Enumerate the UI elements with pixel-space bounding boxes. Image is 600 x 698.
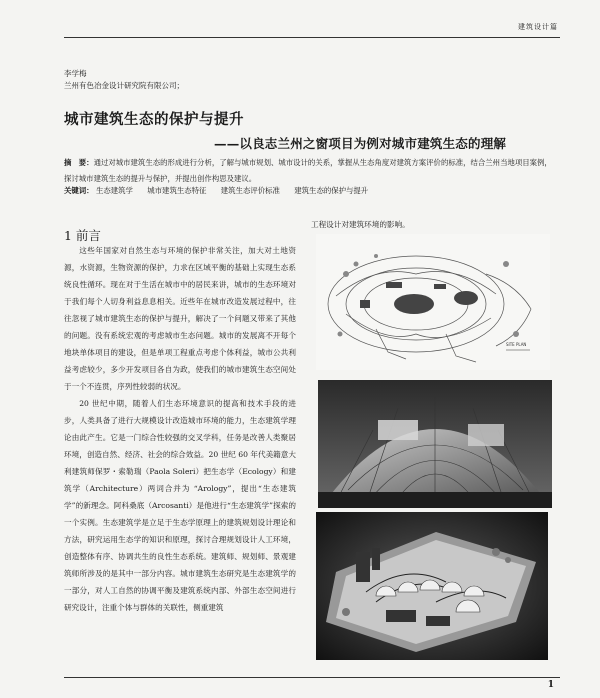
abstract-label: 摘 要： [64, 158, 94, 167]
footer-rule [64, 677, 560, 678]
keywords-label: 关键词： [64, 186, 94, 195]
keywords [64, 185, 554, 196]
section-heading: 1 前言 [64, 228, 101, 243]
body-paragraph: 这些年国家对自然生态与环境的保护非常关注，加大对土地资源，水资源，生物资源的保护，力求在区域平衡的基础上实现生态系统良性循环。现在对于生活在城市中的居民来讲，城市的生态环境对于我们每个人切身利益息息相关。近些年在城市改造发展过程中，往往忽视了城市建筑生态的保护与提升，解决了一个问题又带来了其他的问题。没有系统宏观的考虑城市生态问题。城市的发展离不开每个地块单体项目的建设，但是单项工程重点考虑个体利益，城市公共利益考虑较少，多少开发项目各自为政，使我们的城市建筑生态空间处于一个不连贯，序列性较弱的状况。 [64, 246, 296, 391]
article-subtitle: ——以良志兰州之窗项目为例对城市建筑生态的理解 [214, 136, 507, 151]
keyword: 建筑生态的保护与提升 [294, 186, 369, 195]
site-plan-figure [316, 234, 550, 370]
keyword: 城市建筑生态特征 [147, 186, 207, 195]
keyword: 建筑生态评价标准 [220, 186, 280, 195]
author-affiliation: 兰州有色冶金设计研究院有限公司； [64, 81, 184, 90]
header-rule [64, 37, 560, 38]
abstract [64, 155, 554, 187]
keyword: 生态建筑学 [95, 186, 133, 195]
dome-photo-figure [318, 380, 552, 508]
model-photo-figure [316, 512, 548, 660]
author-name: 李学梅 [64, 69, 87, 78]
abstract-text: 通过对城市建筑生态的形成进行分析，了解与城市规划、城市设计的关系，掌握从生态角度对建筑方案评价的标准，结合兰州当地项目案例，探讨城市建筑生态的提升与保护，并提出创作构思及建议。 [64, 158, 552, 183]
figure-caption: 工程设计对建筑环境的影响。 [311, 220, 410, 229]
body-paragraph: 20 世纪中期，随着人们生态环境意识的提高和技术手段的进步，人类具备了进行大规模设计改造城市环境的能力，生态建筑学理论由此产生。它是一门综合性较强的交叉学科，任务是改善人类聚居环境，创造自然、经济、社会的综合效益。20 世纪 60 年代美籍意大利建筑师保罗・索勒瑞（Paola Soleri）把生态学（Ecology）和建筑学（Architecture）两词合并为 “Arology”，提出“生态建筑学”的新理念。阿科桑底（Arcosanti）是他进行“生态建筑学”探索的一个实例。生态建筑学是立足于生态学原理上的建筑规划设计理论和方法，研究运用生态学的知识和原理，探讨合理规划设计人工环境，创造整体有序、协调共生的良性生态系统。建筑师、规划师、景观建筑师所涉及的是其中一部分内容。城市建筑生态研究是生态建筑学的一部分，对人工自然的协调平衡及建筑系统内部、外部生态空间进行研究设计，注重个体与群体的关联性，侧重建筑 [64, 399, 296, 612]
site-plan-label: SITE PLAN [506, 342, 527, 347]
journal-section-label: 建筑设计篇 [518, 23, 558, 31]
page-number: 1 [547, 680, 554, 690]
article-title: 城市建筑生态的保护与提升 [64, 112, 244, 128]
body-text-column [64, 242, 296, 616]
